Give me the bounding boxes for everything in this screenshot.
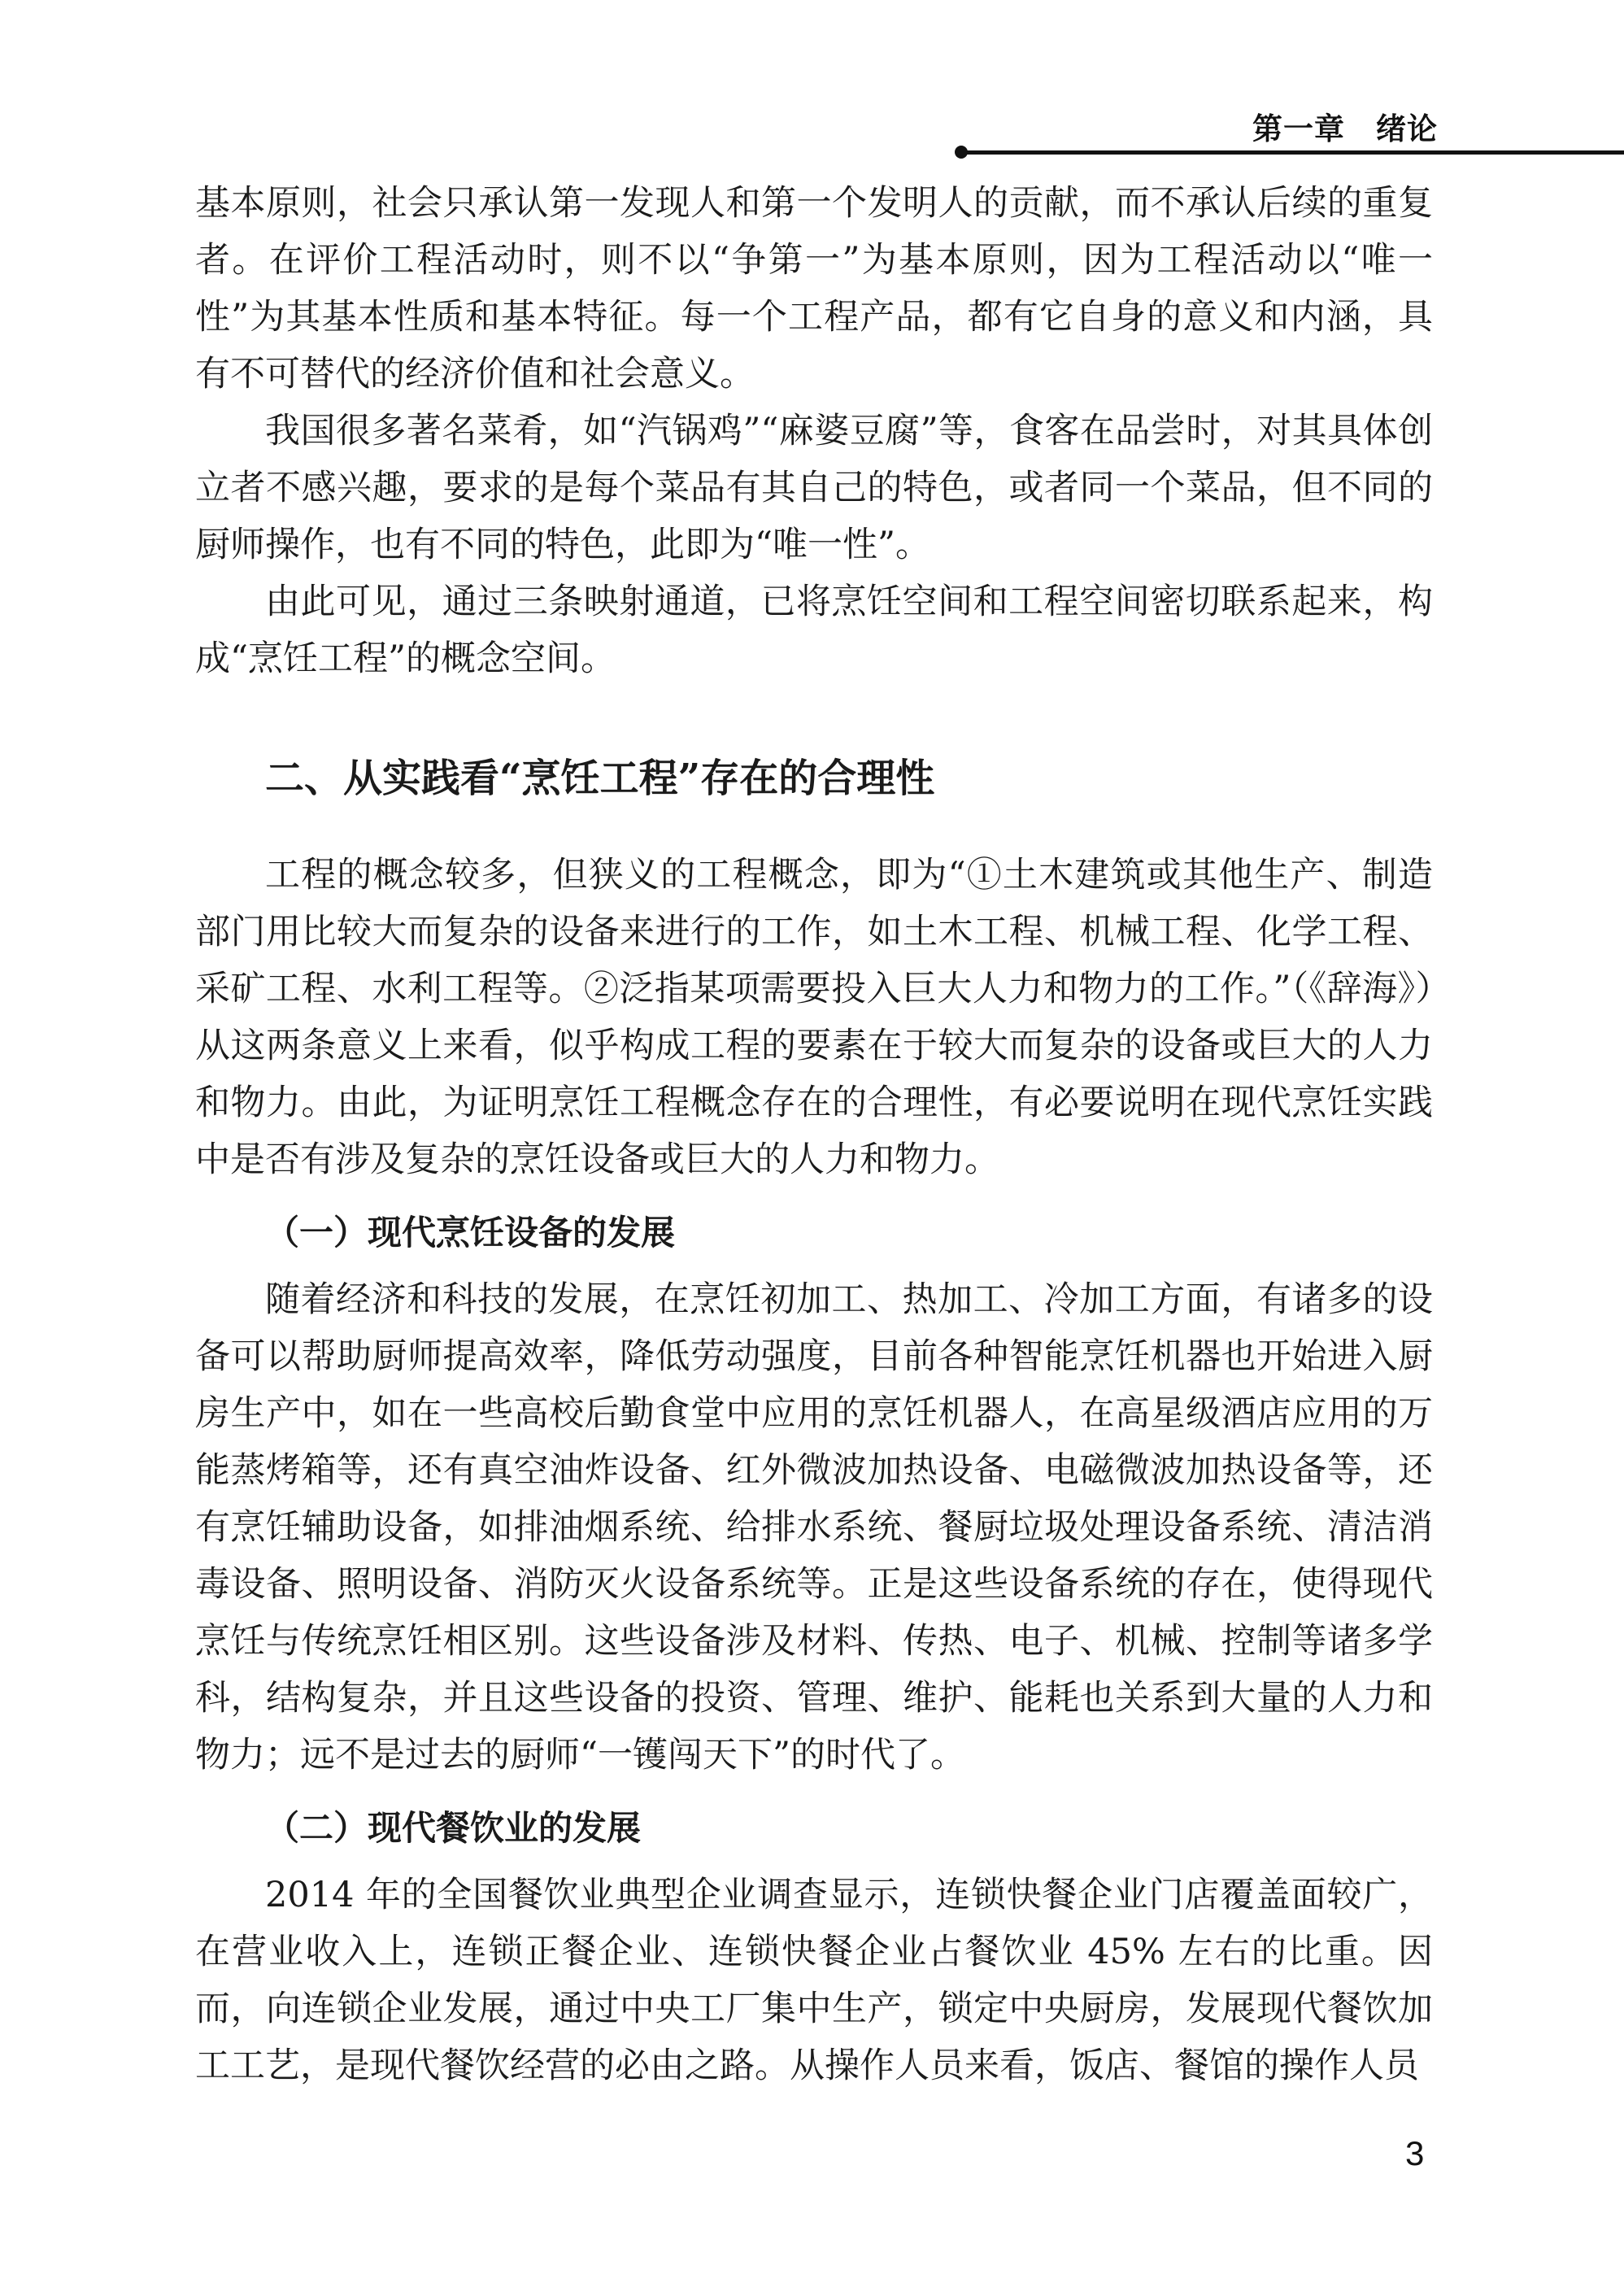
page-body xyxy=(195,175,1433,2094)
chapter-title: 第一章 绪论 xyxy=(1252,111,1438,146)
running-header xyxy=(960,104,1624,163)
section-heading: 二、从实践看“烹饪工程”存在的合理性 xyxy=(265,756,935,801)
page-number: 3 xyxy=(1405,2134,1425,2172)
paragraph-dishes: 我国很多著名菜肴，如“汽锅鸡”“麻婆豆腐”等，食客在品尝时，对其具体创立者不感兴趣，要求的是每个菜品有其自己的特色，或者同一个菜品，但不同的厨师操作，也有不同的特色，此即为“唯一性”。 xyxy=(195,411,1433,565)
paragraph-engineering-definition: 工程的概念较多，但狭义的工程概念，即为“①土木建筑或其他生产、制造部门用比较大而复杂的设备来进行的工作，如土木工程、机械工程、化学工程、采矿工程、水利工程等。②泛指某项需要投入巨大人力和物力的工作。”（《辞海》）从这两条意义上来看，似乎构成工程的要素在于较大而复杂的设备或巨大的人力和物力。由此，为证明烹饪工程概念存在的合理性，有必要说明在现代烹饪实践中是否有涉及复杂的烹饪设备或巨大的人力和物力。 xyxy=(195,855,1433,1180)
paragraph-continued: 基本原则，社会只承认第一发现人和第一个发明人的贡献，而不承认后续的重复者。在评价工程活动时，则不以“争第一”为基本原则，因为工程活动以“唯一性”为其基本性质和基本特征。每一个工程产品，都有它自身的意义和内涵，具有不可替代的经济价值和社会意义。 xyxy=(195,183,1433,394)
header-bullet-dot xyxy=(955,146,968,159)
paragraph-conclusion: 由此可见，通过三条映射通道，已将烹饪空间和工程空间密切联系起来，构成“烹饪工程”的概念空间。 xyxy=(195,582,1433,679)
paragraph-catering: 2014 年的全国餐饮业典型企业调查显示，连锁快餐企业门店覆盖面较广，在营业收入上，连锁正餐企业、连锁快餐企业占餐饮业 45% 左右的比重。因而，向连锁企业发展，通过中央工厂集中生产，锁定中央厨房，发展现代餐饮加工工艺，是现代餐饮经营的必由之路。从操作人员来看，饭店、餐馆的操作人员 xyxy=(195,1875,1433,2086)
subsection-heading-catering: （二）现代餐饮业的发展 xyxy=(265,1808,642,1848)
paragraph-equipment: 随着经济和科技的发展，在烹饪初加工、热加工、冷加工方面，有诸多的设备可以帮助厨师提高效率，降低劳动强度，目前各种智能烹饪机器也开始进入厨房生产中，如在一些高校后勤食堂中应用的烹饪机器人，在高星级酒店应用的万能蒸烤箱等，还有真空油炸设备、红外微波加热设备、电磁微波加热设备等，还有烹饪辅助设备，如排油烟系统、给排水系统、餐厨垃圾处理设备系统、清洁消毒设备、照明设备、消防灭火设备系统等。正是这些设备系统的存在，使得现代烹饪与传统烹饪相区别。这些设备涉及材料、传热、电子、机械、控制等诸多学科，结构复杂，并且这些设备的投资、管理、维护、能耗也关系到大量的人力和物力；远不是过去的厨师“一镬闯天下”的时代了。 xyxy=(195,1279,1433,1775)
subsection-heading-equipment: （一）现代烹饪设备的发展 xyxy=(265,1213,676,1253)
header-rule xyxy=(960,150,1624,155)
